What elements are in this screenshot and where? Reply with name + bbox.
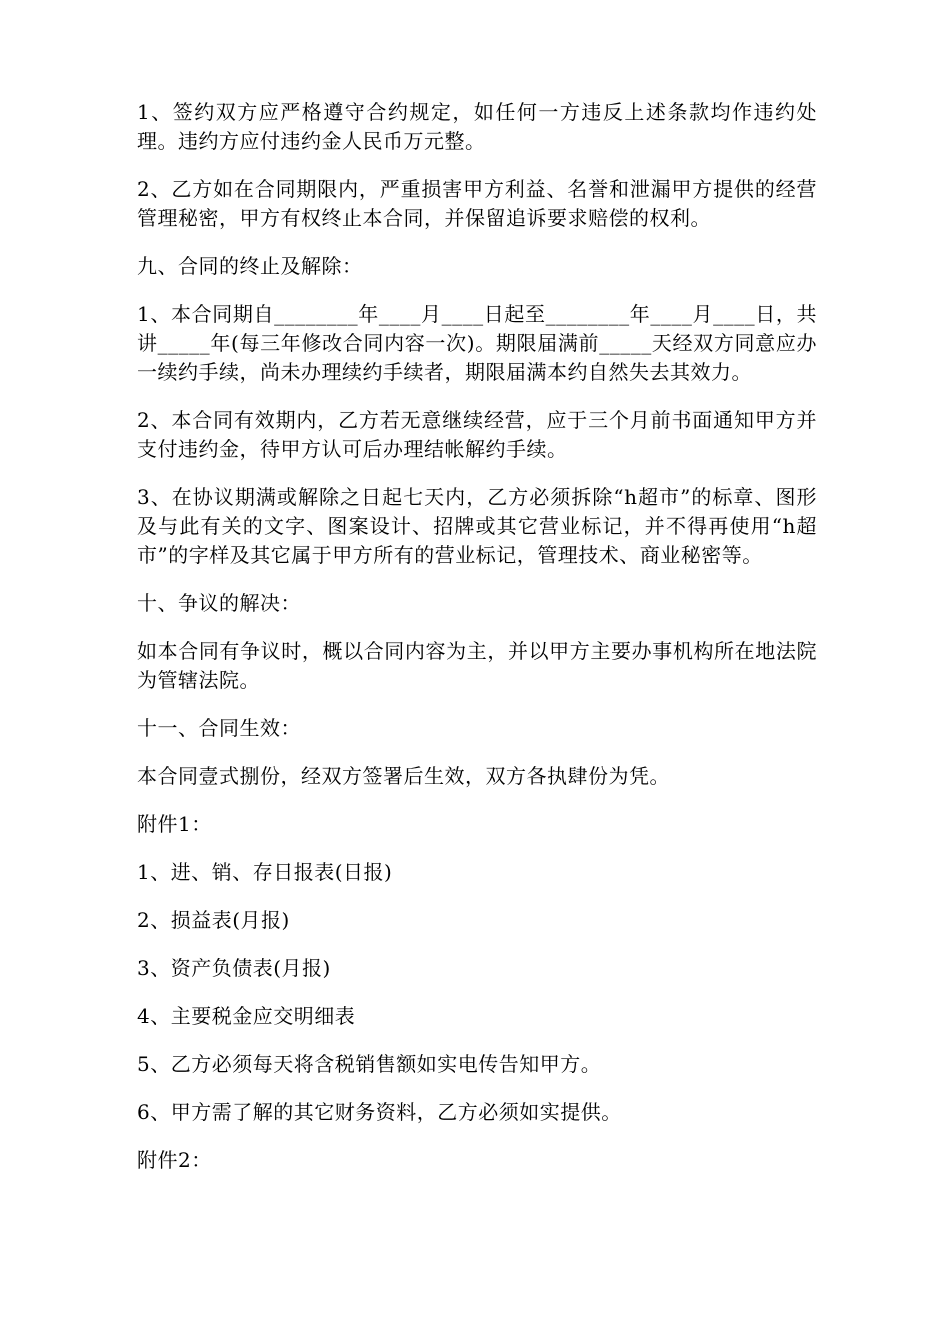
appendix-1-item: 2、损益表(月报) (137, 908, 290, 932)
section-heading-termination: 九、合同的终止及解除： (137, 254, 363, 278)
document-page (137, 98, 817, 1194)
clause-termination-right: 2、乙方如在合同期限内，严重损害甲方利益、名誉和泄漏甲方提供的经营管理秘密，甲方有权终止本合同，并保留追诉要求赔偿的权利。 (137, 177, 817, 230)
appendix-1-item: 5、乙方必须每天将含税销售额如实电传告知甲方。 (137, 1052, 602, 1076)
clause-jurisdiction: 如本合同有争议时，概以合同内容为主，并以甲方主要办事机构所在地法院为管辖法院。 (137, 639, 817, 692)
clause-early-exit: 2、本合同有效期内，乙方若无意继续经营，应于三个月前书面通知甲方并支付违约金，待甲方认可后办理结帐解约手续。 (137, 408, 817, 461)
appendix-1-item: 4、主要税金应交明细表 (137, 1004, 356, 1028)
clause-breach-penalty: 1、签约双方应严格遵守合约规定，如任何一方违反上述条款均作违约处理。违约方应付违约金人民币万元整。 (137, 100, 817, 153)
appendix-1-item: 3、资产负债表(月报) (137, 956, 331, 980)
appendix-1-item: 1、进、销、存日报表(日报) (137, 860, 393, 884)
section-heading-effective: 十一、合同生效： (137, 716, 301, 740)
appendix-1-item: 6、甲方需了解的其它财务资料，乙方必须如实提供。 (137, 1100, 622, 1124)
appendix-1-heading: 附件1： (137, 812, 212, 836)
clause-copies: 本合同壹式捌份，经双方签署后生效，双方各执肆份为凭。 (137, 764, 670, 788)
appendix-2-heading: 附件2： (137, 1148, 212, 1172)
clause-remove-marks: 3、在协议期满或解除之日起七天内，乙方必须拆除“h超市”的标章、图形及与此有关的文字、图案设计、招牌或其它营业标记，并不得再使用“h超市”的字样及其它属于甲方所有的营业标记，管理技术、商业秘密等。 (137, 485, 817, 567)
section-heading-dispute: 十、争议的解决： (137, 591, 301, 615)
clause-contract-period: 1、本合同期自________年____月____日起至________年____月____日，共讲_____年(每三年修改合同内容一次)。期限届满前_____天经双方同意应办一续约手续，尚未办理续约手续者，期限届满本约自然失去其效力。 (137, 302, 817, 384)
